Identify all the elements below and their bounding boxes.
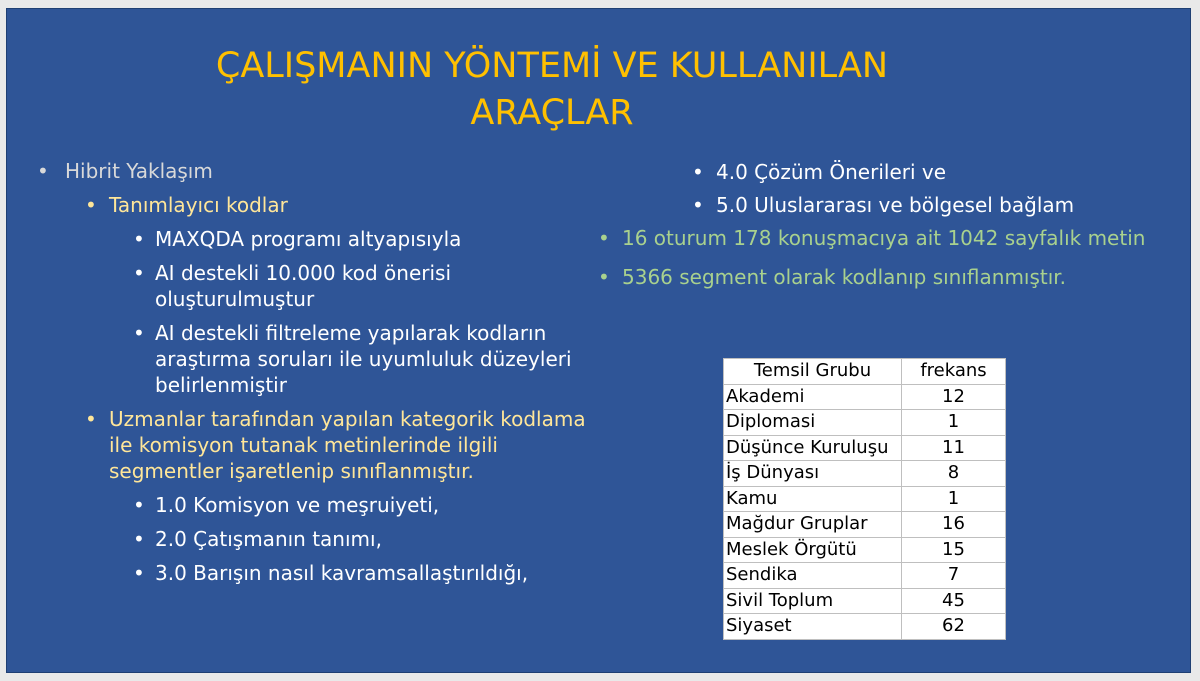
slide-title [122,43,982,137]
bullet-sessions-fact: • 16 oturum 178 konuşmacıya ait 1042 sayfalık metin [592,225,1182,251]
table-row [724,435,1006,461]
right-column [592,159,1182,303]
row-value: 16 [902,512,1006,538]
slide [6,8,1191,673]
row-value: 1 [902,486,1006,512]
title-line-2: ARAÇLAR [470,93,634,133]
bullet-ai-codes: • AI destekli 10.000 kod önerisi oluşturulmuştur [27,260,597,312]
row-label: Sivil Toplum [724,588,902,614]
table-row [724,614,1006,640]
row-value: 45 [902,588,1006,614]
row-label: Kamu [724,486,902,512]
table-row [724,512,1006,538]
row-label: Mağdur Gruplar [724,512,902,538]
table-row [724,486,1006,512]
title-line-1: ÇALIŞMANIN YÖNTEMİ VE KULLANILAN [215,46,889,86]
header-group: Temsil Grubu [724,359,902,385]
row-label: Akademi [724,384,902,410]
bullet-descriptive-codes: • Tanımlayıcı kodlar [27,192,597,218]
bullet-category-5: • 5.0 Uluslararası ve bölgesel bağlam [592,192,1182,218]
bullet-category-2: • 2.0 Çatışmanın tanımı, [27,526,597,552]
table-row [724,384,1006,410]
row-label: Siyaset [724,614,902,640]
bullet-category-3: • 3.0 Barışın nasıl kavramsallaştırıldığı, [27,560,597,586]
row-label: Diplomasi [724,410,902,436]
row-label: Sendika [724,563,902,589]
representation-table [723,358,1006,640]
row-label: Düşünce Kuruluşu [724,435,902,461]
row-value: 7 [902,563,1006,589]
row-value: 62 [902,614,1006,640]
row-value: 12 [902,384,1006,410]
row-label: İş Dünyası [724,461,902,487]
table-row [724,537,1006,563]
bullet-expert-coding: • Uzmanlar tarafından yapılan kategorik kodlama ile komisyon tutanak metinlerinde ilgili segmentler işaretlenip sınıflanmıştır. [27,406,597,484]
bullet-category-1: • 1.0 Komisyon ve meşruiyeti, [27,492,597,518]
table-row [724,410,1006,436]
table-row [724,588,1006,614]
table-header-row [724,359,1006,385]
bullet-hybrid-approach: • Hibrit Yaklaşım [27,159,597,183]
left-column [27,159,597,594]
table-row [724,461,1006,487]
header-frequency: frekans [902,359,1006,385]
row-value: 8 [902,461,1006,487]
bullet-segments-fact: • 5366 segment olarak kodlanıp sınıflanmıştır. [592,264,1182,290]
row-value: 15 [902,537,1006,563]
table-row [724,563,1006,589]
row-label: Meslek Örgütü [724,537,902,563]
row-value: 11 [902,435,1006,461]
bullet-ai-filter: • AI destekli filtreleme yapılarak kodların araştırma soruları ile uyumluluk düzeyleri belirlenmiştir [27,320,597,398]
bullet-maxqda: • MAXQDA programı altyapısıyla [27,226,597,252]
bullet-category-4: • 4.0 Çözüm Önerileri ve [592,159,1182,185]
row-value: 1 [902,410,1006,436]
